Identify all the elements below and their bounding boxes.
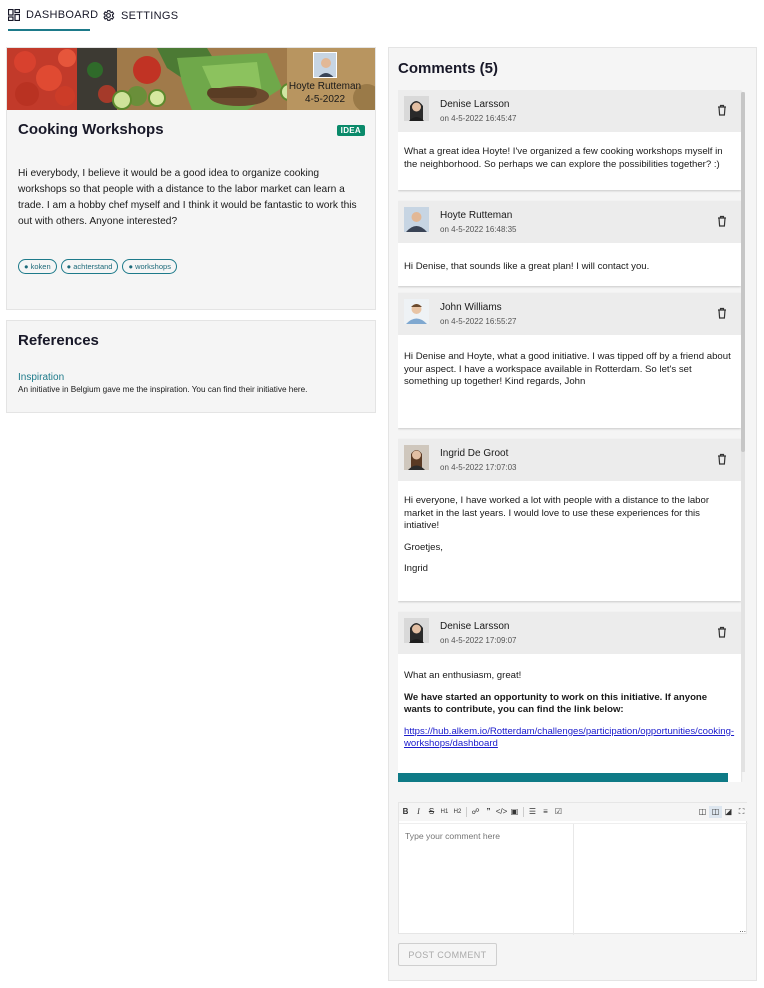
editor-only-view-icon[interactable]: ◫ — [698, 807, 707, 816]
comment-date: on 4-5-2022 16:45:47 — [440, 114, 517, 123]
gear-icon — [102, 9, 115, 22]
avatar — [404, 445, 429, 470]
trash-icon[interactable] — [717, 307, 727, 319]
link-icon[interactable]: ☍ — [471, 807, 480, 816]
comment-body — [398, 654, 741, 751]
comments-panel — [388, 47, 757, 981]
comment-date: on 4-5-2022 17:07:03 — [440, 463, 517, 472]
idea-card — [6, 47, 376, 310]
comment-header — [398, 90, 741, 132]
comment-text: Hi Denise, that sounds like a great plan! I will contact you. — [404, 261, 650, 272]
comment-header — [398, 612, 741, 654]
bold-button[interactable]: B — [402, 807, 409, 816]
references-title: References — [18, 332, 99, 349]
reference-link-inspiration[interactable]: Inspiration — [18, 372, 65, 383]
comment-item — [398, 293, 741, 428]
numbered-list-icon[interactable]: ≡ — [543, 807, 548, 816]
comment-bold-text: We have started an opportunity to work on this initiative. If anyone wants to contribute, you can find the link below: — [404, 691, 708, 715]
trash-icon[interactable] — [717, 453, 727, 465]
tab-settings-label: SETTINGS — [121, 9, 179, 22]
avatar — [404, 299, 429, 324]
comment-text: Hi everyone, I have worked a lot with people with a distance to the labor market in the last years. I would love to use these experiences for this intiative! — [404, 495, 710, 531]
comment-text: What a great idea Hoyte! I've organized a few cooking workshops myself in the neighborhood. So perhaps we can explore the possibilities together? :) — [404, 146, 723, 170]
editor-split-divider — [573, 824, 574, 935]
author-name: Hoyte Rutteman — [288, 81, 362, 92]
heading1-button[interactable]: H1 — [440, 809, 449, 815]
tab-dashboard[interactable] — [8, 9, 98, 21]
bullet-list-icon[interactable]: ☰ — [528, 807, 537, 816]
italic-button[interactable]: I — [417, 807, 420, 816]
idea-tags — [18, 259, 177, 274]
tab-settings[interactable] — [102, 9, 178, 22]
preview-view-icon[interactable]: ◪ — [724, 807, 733, 816]
trash-icon[interactable] — [717, 104, 727, 116]
split-view-icon[interactable]: ◫ — [709, 806, 722, 818]
idea-type-badge: IDEA — [337, 125, 365, 136]
trash-icon[interactable] — [717, 626, 727, 638]
editor-toolbar — [399, 803, 748, 821]
comment-author: Ingrid De Groot — [440, 448, 509, 459]
image-icon[interactable]: ▣ — [510, 807, 519, 816]
toolbar-divider — [523, 807, 524, 817]
comment-date: on 4-5-2022 17:09:07 — [440, 636, 517, 645]
references-card — [6, 320, 376, 413]
comment-item — [398, 612, 741, 782]
comment-text: Hi Denise and Hoyte, what a good initiative. I was tipped off by a friend about your aspect. I have a workspace available in Rotterdam. So let's set something up together! Kind regards, John — [404, 351, 731, 387]
tag-achterstand[interactable]: ● achterstand — [61, 259, 119, 274]
editor-area — [399, 823, 748, 934]
comment-link[interactable]: https://hub.alkem.io/Rotterdam/challenges/participation/opportunities/cooking-workshops/dashboard — [404, 725, 735, 749]
comment-editor — [398, 802, 747, 934]
post-comment-button[interactable]: POST COMMENT — [398, 943, 497, 966]
comments-scrollbar-thumb[interactable] — [741, 92, 745, 452]
author-avatar — [313, 52, 337, 78]
comment-body — [398, 481, 741, 576]
tab-dashboard-label: DASHBOARD — [26, 9, 99, 21]
comments-list[interactable] — [398, 90, 748, 782]
horizontal-scrollbar[interactable] — [398, 773, 728, 782]
fullscreen-icon[interactable]: ⛶ — [738, 807, 745, 816]
avatar — [404, 207, 429, 232]
comment-header — [398, 439, 741, 481]
comment-date: on 4-5-2022 16:55:27 — [440, 317, 517, 326]
quote-icon[interactable]: ” — [486, 807, 491, 816]
active-tab-indicator — [8, 29, 90, 31]
task-list-icon[interactable]: ☑ — [554, 807, 563, 816]
heading2-button[interactable]: H2 — [453, 809, 462, 815]
view-controls — [696, 806, 748, 818]
tag-koken[interactable]: ● koken — [18, 259, 57, 274]
comment-header — [398, 293, 741, 335]
trash-icon[interactable] — [717, 215, 727, 227]
resize-grip-icon[interactable]: ... — [739, 925, 746, 934]
comment-text: Ingrid — [404, 563, 428, 574]
comment-author: Denise Larsson — [440, 99, 510, 110]
comment-text: What an enthusiasm, great! — [404, 670, 522, 681]
strikethrough-button[interactable]: S — [428, 807, 435, 816]
comment-item — [398, 201, 741, 286]
reference-description: An initiative in Belgium gave me the inspiration. You can find their initiative here. — [18, 385, 308, 394]
comment-author: Hoyte Rutteman — [440, 210, 513, 221]
avatar — [404, 96, 429, 121]
author-date: 4-5-2022 — [304, 94, 346, 105]
code-icon[interactable]: </> — [495, 807, 508, 816]
comment-text: Groetjes, — [404, 541, 443, 553]
dashboard-icon — [8, 9, 20, 21]
comment-author: John Williams — [440, 302, 502, 313]
comment-body — [398, 335, 741, 389]
comment-item — [398, 90, 741, 190]
idea-title: Cooking Workshops — [18, 121, 164, 138]
comment-body — [398, 243, 741, 274]
comment-body — [398, 132, 741, 171]
comments-title: Comments (5) — [398, 60, 499, 77]
tag-workshops[interactable]: ● workshops — [122, 259, 176, 274]
comment-author: Denise Larsson — [440, 621, 510, 632]
idea-banner-image — [7, 48, 375, 110]
idea-description: Hi everybody, I believe it would be a good idea to organize cooking workshops so that people with a distance to the labor market can learn a trade. I am a hobby chef myself and I think it would be fantastic to work this out with others. Anyone interested? — [18, 168, 357, 227]
avatar — [404, 618, 429, 643]
idea-author[interactable] — [285, 52, 365, 105]
toolbar-divider — [466, 807, 467, 817]
top-navigation — [0, 0, 764, 34]
comment-input[interactable] — [405, 831, 565, 841]
comment-item — [398, 439, 741, 601]
comment-date: on 4-5-2022 16:48:35 — [440, 225, 517, 234]
comment-header — [398, 201, 741, 243]
